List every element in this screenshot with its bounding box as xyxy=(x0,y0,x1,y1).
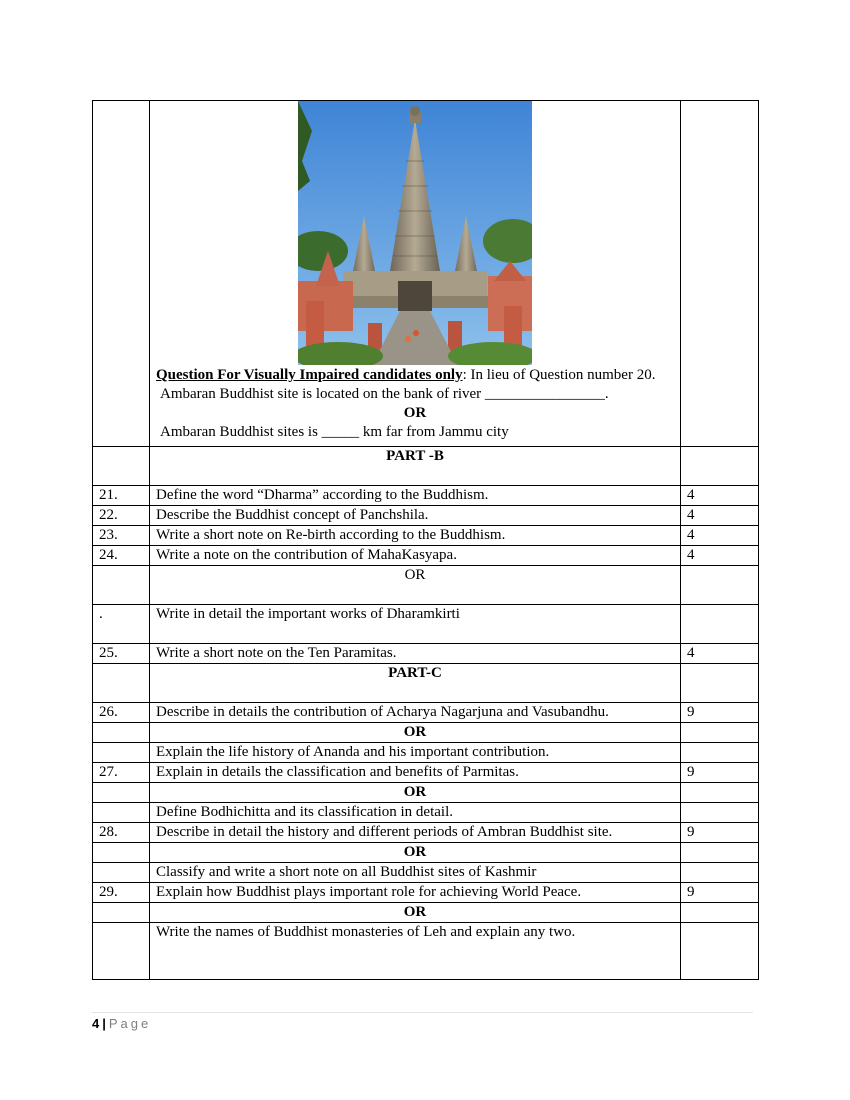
question-number xyxy=(93,863,150,883)
question-text: Describe in details the contribution of Acharya Nagarjuna and Vasubandhu. xyxy=(150,703,681,723)
question-number: 27. xyxy=(93,763,150,783)
question-marks: 4 xyxy=(681,506,759,526)
question-marks xyxy=(681,605,759,644)
or-label: OR xyxy=(150,903,681,923)
part-b-heading: PART -B xyxy=(150,447,681,486)
question-marks: 4 xyxy=(681,526,759,546)
marks-cell xyxy=(681,664,759,703)
or-row xyxy=(93,903,759,923)
vi-question-2: Ambaran Buddhist sites is _____ km far from Jammu city xyxy=(160,424,509,440)
num-cell xyxy=(93,783,150,803)
question-number: 24. xyxy=(93,546,150,566)
question-number: 29. xyxy=(93,883,150,903)
question-text: Write in detail the important works of Dharamkirti xyxy=(150,605,681,644)
or-row xyxy=(93,843,759,863)
or-label: OR xyxy=(150,566,681,605)
vi-question-1: Ambaran Buddhist site is located on the bank of river ________________. xyxy=(160,386,609,402)
question-number: 22. xyxy=(93,506,150,526)
or-row xyxy=(93,783,759,803)
num-cell xyxy=(93,447,150,486)
question-marks: 4 xyxy=(681,486,759,506)
question-row xyxy=(93,743,759,763)
question-number xyxy=(93,923,150,980)
question-marks: 9 xyxy=(681,883,759,903)
question-number xyxy=(93,803,150,823)
question-marks: 4 xyxy=(681,546,759,566)
question-marks: 4 xyxy=(681,644,759,664)
vi-intro xyxy=(156,366,674,385)
question-marks xyxy=(681,923,759,980)
question-text: Define Bodhichitta and its classification in detail. xyxy=(150,803,681,823)
or-label: OR xyxy=(150,843,681,863)
marks-cell xyxy=(681,566,759,605)
question-row xyxy=(93,803,759,823)
or-label: OR xyxy=(403,405,427,421)
num-cell xyxy=(93,101,150,447)
question-row xyxy=(93,526,759,546)
question-row xyxy=(93,506,759,526)
vi-intro-text: : In lieu of Question number 20. xyxy=(462,367,656,383)
question-marks: 9 xyxy=(681,823,759,843)
question-row xyxy=(93,486,759,506)
num-cell xyxy=(93,843,150,863)
question-text: Define the word “Dharma” according to the Buddhism. xyxy=(150,486,681,506)
question-text: Describe in detail the history and different periods of Ambran Buddhist site. xyxy=(150,823,681,843)
page-label: Page xyxy=(108,1016,152,1031)
footer-separator: | xyxy=(102,1016,106,1031)
question-row xyxy=(93,863,759,883)
question-row xyxy=(93,703,759,723)
vi-title: Question For Visually Impaired candidates only xyxy=(156,367,463,383)
or-row xyxy=(93,566,759,605)
question-text: Explain the life history of Ananda and his important contribution. xyxy=(150,743,681,763)
question-number: 21. xyxy=(93,486,150,506)
question-text: Write the names of Buddhist monasteries of Leh and explain any two. xyxy=(150,923,681,980)
question-row xyxy=(93,763,759,783)
question-text: Write a short note on Re-birth according to the Buddhism. xyxy=(150,526,681,546)
question-text: Classify and write a short note on all Buddhist sites of Kashmir xyxy=(150,863,681,883)
question-number: 26. xyxy=(93,703,150,723)
question-text: Describe the Buddhist concept of Panchshila. xyxy=(150,506,681,526)
question-row xyxy=(93,644,759,664)
question-marks: 9 xyxy=(681,703,759,723)
page-number: 4 xyxy=(92,1016,100,1031)
question-marks: 9 xyxy=(681,763,759,783)
question-number: 28. xyxy=(93,823,150,843)
marks-cell xyxy=(681,723,759,743)
marks-cell xyxy=(681,843,759,863)
question-text: Write a short note on the Ten Paramitas. xyxy=(150,644,681,664)
part-heading-row xyxy=(93,664,759,703)
question-text: Explain how Buddhist plays important role for achieving World Peace. xyxy=(150,883,681,903)
num-cell xyxy=(93,566,150,605)
page-footer xyxy=(92,1012,753,1031)
question-marks xyxy=(681,803,759,823)
num-cell xyxy=(93,664,150,703)
marks-cell xyxy=(681,101,759,447)
question-number xyxy=(93,743,150,763)
marks-cell xyxy=(681,783,759,803)
or-row xyxy=(93,723,759,743)
question-row xyxy=(93,883,759,903)
image-row xyxy=(93,101,759,447)
question-number: . xyxy=(93,605,150,644)
num-cell xyxy=(93,723,150,743)
question-marks xyxy=(681,863,759,883)
question-row xyxy=(93,546,759,566)
question-number: 23. xyxy=(93,526,150,546)
or-label: OR xyxy=(150,723,681,743)
question-row xyxy=(93,605,759,644)
question-table xyxy=(92,100,759,980)
question-text: Write a note on the contribution of MahaKasyapa. xyxy=(150,546,681,566)
question-row xyxy=(93,823,759,843)
part-heading-row xyxy=(93,447,759,486)
question-number: 25. xyxy=(93,644,150,664)
question-text: Explain in details the classification and benefits of Parmitas. xyxy=(150,763,681,783)
question-row xyxy=(93,923,759,980)
marks-cell xyxy=(681,447,759,486)
part-c-heading: PART-C xyxy=(150,664,681,703)
temple-photo xyxy=(298,101,532,365)
num-cell xyxy=(93,903,150,923)
question-cell xyxy=(150,101,681,447)
or-label: OR xyxy=(150,783,681,803)
marks-cell xyxy=(681,903,759,923)
question-marks xyxy=(681,743,759,763)
